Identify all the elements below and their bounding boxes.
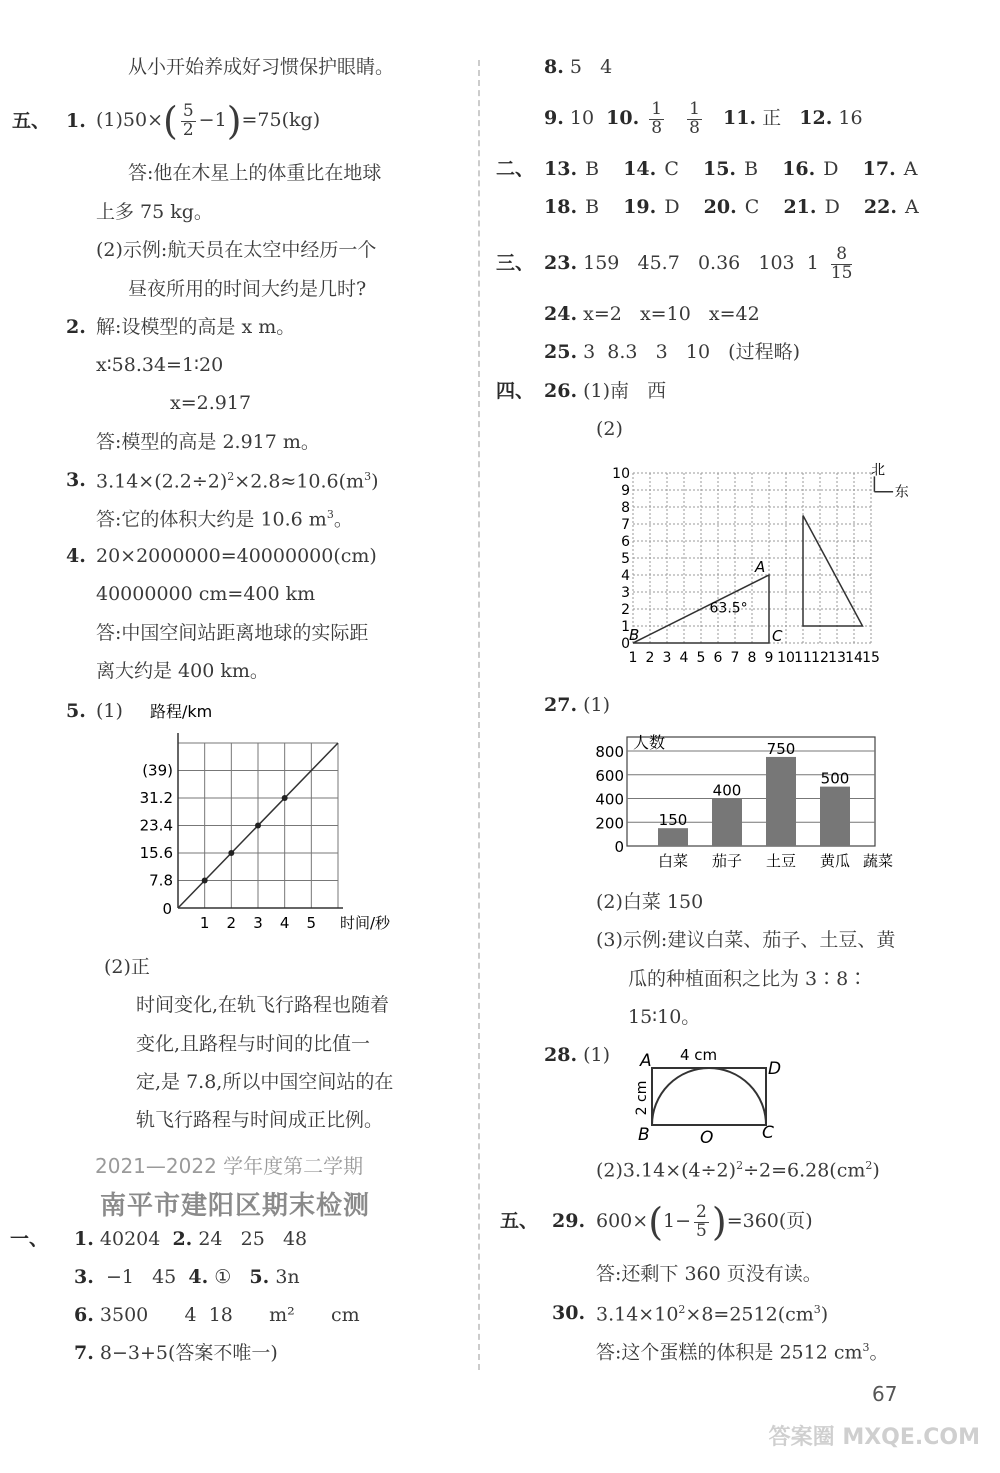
denominator: 8 bbox=[651, 117, 663, 138]
answer-row bbox=[544, 696, 610, 715]
eq-part: ×8=2512(cm bbox=[685, 1303, 814, 1326]
answer: cm bbox=[331, 1304, 360, 1326]
y-tick-label: 10 bbox=[612, 466, 630, 482]
y-tick-label: 800 bbox=[595, 743, 624, 761]
q-number: 10. bbox=[606, 107, 640, 129]
y-tick-label: (39) bbox=[142, 761, 173, 780]
label-c: C bbox=[762, 1123, 774, 1143]
answer: D bbox=[824, 196, 840, 218]
superscript: 2 bbox=[678, 1303, 686, 1316]
text-line: x∶58.34=1∶20 bbox=[96, 354, 224, 376]
answer: 8.3 bbox=[607, 341, 638, 363]
equation: 600×(1− $\frac{2}{5}$ )=360(页) bbox=[596, 1200, 813, 1244]
y-tick-label: 23.4 bbox=[139, 816, 173, 835]
eq-result: =360(页) bbox=[726, 1210, 813, 1232]
x-tick-label: 5 bbox=[696, 650, 706, 666]
x-tick-label: 13 bbox=[828, 650, 846, 666]
bar-value-label: 400 bbox=[712, 781, 742, 800]
answer: 1 bbox=[806, 252, 819, 274]
label-height: 2 cm bbox=[634, 1080, 650, 1116]
text-line: 解:设模型的高是 x m。 bbox=[96, 316, 296, 338]
text-line: 变化,且路程与时间的比值一 bbox=[136, 1033, 371, 1055]
q-number: 6. bbox=[74, 1304, 94, 1326]
superscript: 3 bbox=[813, 1303, 821, 1316]
semicircle-arc bbox=[652, 1068, 766, 1125]
eq-part: 答:这个蛋糕的体积是 2512 cm bbox=[596, 1341, 863, 1364]
answer-row bbox=[544, 382, 666, 401]
superscript: 2 bbox=[736, 1159, 744, 1172]
equation: (1)50×( $\frac{5}{2}$ −1)=75(kg) bbox=[96, 99, 321, 143]
text-line bbox=[596, 1304, 828, 1324]
text-line: 15∶10。 bbox=[628, 1006, 701, 1028]
answer: (1) bbox=[583, 694, 611, 716]
answer: 3 bbox=[655, 341, 668, 363]
q-number: 26. bbox=[544, 380, 578, 402]
y-tick-label: 8 bbox=[621, 500, 630, 516]
rectangle bbox=[652, 1068, 766, 1125]
answer: B bbox=[585, 158, 600, 180]
answer: 10 bbox=[569, 107, 595, 129]
answer-row bbox=[74, 1306, 360, 1325]
x-tick-label: 2 bbox=[226, 914, 237, 932]
text-line bbox=[596, 1160, 880, 1180]
x-tick-label: 3 bbox=[253, 914, 263, 932]
bar-value-label: 500 bbox=[820, 769, 850, 788]
y-tick-label: 7 bbox=[621, 517, 630, 533]
y-tick-label: 200 bbox=[595, 814, 624, 833]
q-number: 17. bbox=[862, 158, 896, 180]
section-2-label: 二、 bbox=[496, 158, 535, 180]
q-number: 7. bbox=[74, 1342, 94, 1364]
eq-part: (2)3.14×(4÷2) bbox=[596, 1159, 737, 1182]
y-tick-label: 7.8 bbox=[149, 871, 173, 890]
text-line bbox=[96, 509, 353, 529]
answer: 18 bbox=[208, 1304, 233, 1326]
answer: 40204 bbox=[99, 1228, 161, 1250]
x-axis-label: 蔬菜 bbox=[863, 852, 894, 870]
bar bbox=[820, 787, 850, 846]
q-number: 14. bbox=[623, 158, 657, 180]
eq-part: 。 bbox=[869, 1341, 889, 1364]
eq-part: ) bbox=[371, 470, 379, 493]
eq-part: 答:它的体积大约是 10.6 m bbox=[96, 508, 327, 531]
text-line: (2)正 bbox=[104, 956, 150, 978]
answer: C bbox=[744, 196, 760, 218]
q-number: 5. bbox=[66, 700, 86, 722]
x-tick-label: 4 bbox=[279, 914, 290, 932]
y-tick-label: 3 bbox=[621, 585, 630, 601]
q-number: 24. bbox=[544, 303, 578, 325]
y-tick-label: 31.2 bbox=[139, 789, 173, 807]
answer: 16 bbox=[838, 107, 863, 129]
x-tick-label: 茄子 bbox=[711, 852, 743, 870]
y-axis-label: 人数 bbox=[633, 733, 666, 752]
x-tick-label: 土豆 bbox=[765, 852, 797, 870]
denominator: 5 bbox=[696, 1220, 707, 1241]
text-line: 答:还剩下 360 页没有读。 bbox=[596, 1263, 822, 1285]
label-d: D bbox=[768, 1059, 782, 1079]
q-number: 19. bbox=[623, 196, 657, 218]
eq-part: (1)50× bbox=[96, 109, 164, 131]
vegetable-bar-chart bbox=[585, 728, 910, 878]
label-a: A bbox=[640, 1051, 652, 1071]
eq-part: 1− bbox=[663, 1210, 692, 1232]
angle-label: 63.5° bbox=[709, 600, 748, 617]
text-line: 答:中国空间站距离地球的实际距 bbox=[96, 622, 369, 644]
answer: A bbox=[903, 158, 918, 180]
text-line: 答:他在木星上的体重比在地球 bbox=[128, 162, 382, 184]
section-1-label: 一、 bbox=[10, 1228, 49, 1250]
answer: 24 bbox=[198, 1228, 223, 1250]
bar bbox=[712, 799, 742, 847]
eq-result: =75(kg) bbox=[241, 109, 321, 131]
watermark: 答案圈 MXQE.COM bbox=[768, 1425, 980, 1450]
text-line bbox=[96, 471, 379, 491]
x-tick-label: 11 bbox=[794, 650, 812, 666]
point-label-c: C bbox=[772, 627, 783, 645]
denominator: 8 bbox=[689, 117, 700, 138]
q-number: 11. bbox=[723, 107, 757, 129]
q-number: 9. bbox=[544, 107, 564, 129]
section-5-label: 五、 bbox=[500, 1210, 539, 1232]
answer: 48 bbox=[282, 1228, 308, 1250]
q-number: 5. bbox=[249, 1266, 270, 1288]
x-tick-label: 8 bbox=[747, 650, 757, 666]
point-label-b: B bbox=[629, 626, 640, 644]
eq-part: 600× bbox=[596, 1210, 649, 1232]
y-tick-label: 0 bbox=[614, 838, 624, 856]
x-tick-label: 6 bbox=[713, 650, 723, 666]
answer: 25 bbox=[240, 1228, 265, 1250]
exam-year: 2021—2022 学年度第二学期 bbox=[95, 1154, 364, 1178]
text-line: 上多 75 kg。 bbox=[96, 201, 213, 223]
superscript: 2 bbox=[227, 470, 235, 483]
answer: 45.7 bbox=[637, 252, 680, 274]
text-line: 答:模型的高是 2.917 m。 bbox=[96, 431, 320, 453]
answer-row bbox=[74, 1344, 278, 1363]
y-tick-label: 5 bbox=[621, 551, 630, 567]
answer-row bbox=[544, 343, 800, 362]
x-tick-label: 10 bbox=[777, 650, 795, 666]
label-o: O bbox=[700, 1128, 714, 1148]
grid-map bbox=[585, 455, 930, 670]
q-number: 18. bbox=[544, 196, 578, 218]
q-number: 28. bbox=[544, 1044, 578, 1066]
numerator: 5 bbox=[182, 100, 194, 121]
distance-time-chart bbox=[120, 700, 440, 940]
answer: D bbox=[664, 196, 680, 218]
x-tick-label: 15 bbox=[862, 650, 880, 666]
q-number: 21. bbox=[783, 196, 817, 218]
answer: −1 bbox=[105, 1266, 134, 1288]
answer: (1) bbox=[583, 1044, 611, 1066]
text-line: (2)白菜 150 bbox=[596, 891, 704, 913]
q-number: 12. bbox=[799, 107, 833, 129]
data-point bbox=[282, 795, 288, 801]
y-tick-label: 15.6 bbox=[139, 844, 173, 862]
text-line: 昼夜所用的时间大约是几时? bbox=[128, 278, 367, 300]
fraction bbox=[649, 98, 664, 138]
y-axis-label: 路程/km bbox=[150, 702, 213, 721]
q-number: 16. bbox=[782, 158, 816, 180]
q-number: 23. bbox=[544, 252, 578, 274]
y-tick-label: 4 bbox=[621, 568, 630, 584]
text-line: 轨飞行路程与时间成正比例。 bbox=[136, 1109, 384, 1131]
answer: B bbox=[585, 196, 600, 218]
answer-row bbox=[544, 58, 612, 77]
answer-row bbox=[544, 305, 760, 324]
x-tick-label: 白菜 bbox=[657, 852, 689, 870]
x-tick-label: 5 bbox=[306, 914, 317, 932]
q-number: 3. bbox=[74, 1266, 94, 1288]
eq-part: ×2.8≈10.6(m bbox=[234, 470, 365, 493]
numerator: 2 bbox=[696, 1201, 707, 1222]
denominator: 2 bbox=[182, 119, 194, 140]
text-line: (2)示例:航天员在太空中经历一个 bbox=[96, 239, 377, 261]
superscript: 2 bbox=[865, 1159, 873, 1172]
q-number: 1. bbox=[74, 1228, 94, 1250]
y-tick-label: 0 bbox=[621, 636, 630, 652]
x-tick-label: 黄瓜 bbox=[819, 852, 851, 870]
bar-value-label: 150 bbox=[658, 811, 688, 830]
eq-part: 3.14×(2.2÷2) bbox=[96, 470, 228, 493]
y-tick-label: 6 bbox=[621, 534, 630, 550]
answer: m² bbox=[269, 1304, 295, 1326]
answer: 西 bbox=[647, 380, 667, 402]
x-tick-label: 12 bbox=[811, 650, 829, 666]
text-line: (2) bbox=[596, 418, 623, 440]
section-3-label: 三、 bbox=[496, 252, 535, 274]
bar-value-label: 750 bbox=[766, 739, 796, 758]
answer: 10 bbox=[685, 341, 711, 363]
eq-part: 3.14×10 bbox=[596, 1303, 679, 1326]
answer: A bbox=[905, 196, 919, 218]
text-line: 20×2000000=40000000(cm) bbox=[96, 545, 377, 567]
section-5-label: 五、 bbox=[12, 110, 51, 132]
q-number: 13. bbox=[544, 158, 578, 180]
data-point bbox=[202, 878, 208, 884]
x-tick-label: 7 bbox=[730, 650, 740, 666]
text-line: 离大约是 400 km。 bbox=[96, 660, 269, 682]
q-number: 30. bbox=[552, 1302, 586, 1324]
answer: 159 bbox=[583, 252, 620, 274]
compass-north-label: 北 bbox=[871, 462, 885, 479]
point-label-a: A bbox=[755, 558, 766, 576]
semicircle-diagram bbox=[628, 1040, 798, 1150]
eq-part: −1 bbox=[198, 109, 227, 131]
text-line: 从小开始养成好习惯保护眼睛。 bbox=[128, 56, 395, 78]
text-line: 时间变化,在轨飞行路程也随着 bbox=[136, 994, 390, 1016]
superscript: 3 bbox=[862, 1341, 870, 1354]
superscript: 3 bbox=[326, 508, 334, 521]
answer: 3500 bbox=[99, 1304, 149, 1326]
q-number: 2. bbox=[66, 316, 86, 338]
text-line: x=2.917 bbox=[170, 392, 252, 414]
answer: D bbox=[823, 158, 839, 180]
x-tick-label: 1 bbox=[628, 650, 638, 666]
q-number: 27. bbox=[544, 694, 578, 716]
text-line: 定,是 7.8,所以中国空间站的在 bbox=[136, 1071, 394, 1093]
answer: 4 bbox=[600, 56, 613, 78]
answer: x=10 bbox=[639, 303, 691, 325]
answer: 3 bbox=[583, 341, 596, 363]
x-tick-label: 3 bbox=[662, 650, 672, 666]
q-number: 2. bbox=[172, 1228, 193, 1250]
answer: 0.36 bbox=[697, 252, 741, 274]
q-number: 1. bbox=[66, 110, 86, 132]
q-number: 4. bbox=[66, 545, 86, 567]
answer: 3n bbox=[275, 1266, 300, 1288]
answer: x=42 bbox=[708, 303, 760, 325]
fraction bbox=[687, 98, 702, 138]
column-divider bbox=[478, 60, 480, 1370]
answer: ① bbox=[214, 1266, 232, 1288]
answer-row bbox=[74, 1268, 300, 1287]
text-line: 瓜的种植面积之比为 3∶8∶ bbox=[628, 968, 868, 990]
answer: 8−3+5(答案不唯一) bbox=[99, 1342, 278, 1364]
answer-row bbox=[544, 236, 855, 290]
data-point bbox=[228, 850, 234, 856]
eq-part: ) bbox=[820, 1303, 829, 1326]
q-number: 29. bbox=[552, 1210, 586, 1232]
eq-part: 。 bbox=[333, 508, 353, 531]
eq-part: ÷2=6.28(cm bbox=[743, 1159, 866, 1182]
x-tick-label: 1 bbox=[199, 914, 210, 932]
bar bbox=[766, 757, 796, 846]
superscript: 3 bbox=[364, 470, 372, 483]
fraction bbox=[694, 1201, 709, 1241]
page-number: 67 bbox=[872, 1382, 898, 1406]
q-number: 15. bbox=[702, 158, 737, 180]
q-number: 3. bbox=[66, 469, 86, 491]
q-number: 25. bbox=[544, 341, 578, 363]
answer: 5 bbox=[569, 56, 582, 78]
text-line: (1) bbox=[96, 700, 123, 722]
answer-row bbox=[544, 160, 918, 179]
y-tick-label: 1 bbox=[621, 619, 630, 635]
y-tick-label: 600 bbox=[595, 766, 624, 785]
numerator: 8 bbox=[831, 246, 853, 265]
data-point bbox=[255, 823, 261, 829]
text-line: (3)示例:建议白菜、茄子、土豆、黄 bbox=[596, 929, 896, 951]
answer: 45 bbox=[152, 1266, 177, 1288]
answer-row bbox=[544, 198, 919, 217]
eq-part: ) bbox=[872, 1159, 880, 1182]
label-b: B bbox=[638, 1125, 650, 1145]
answer: 正 bbox=[762, 107, 782, 129]
answer: 4 bbox=[184, 1304, 197, 1326]
origin-label: 0 bbox=[162, 900, 172, 918]
numerator: 1 bbox=[651, 98, 663, 119]
exam-title: 南平市建阳区期末检测 bbox=[100, 1191, 371, 1221]
section-4-label: 四、 bbox=[496, 380, 535, 402]
x-tick-label: 2 bbox=[645, 650, 655, 666]
q-number: 8. bbox=[544, 56, 564, 78]
fraction bbox=[181, 100, 196, 140]
y-tick-label: 400 bbox=[595, 790, 624, 809]
q-number: 22. bbox=[863, 196, 897, 218]
text-line bbox=[596, 1342, 889, 1362]
answer: B bbox=[744, 158, 759, 180]
y-tick-label: 9 bbox=[621, 483, 630, 499]
answer: C bbox=[664, 158, 679, 180]
bar bbox=[658, 828, 688, 846]
q-number: 20. bbox=[703, 196, 737, 218]
q-number: 4. bbox=[188, 1266, 209, 1288]
fraction bbox=[830, 243, 853, 283]
answer: 103 bbox=[758, 252, 795, 274]
answer-row bbox=[74, 1230, 307, 1249]
compass-east-label: 东 bbox=[894, 484, 909, 501]
answer-row bbox=[544, 1046, 610, 1065]
label-width: 4 cm bbox=[680, 1046, 718, 1064]
text-line: 40000000 cm=400 km bbox=[96, 583, 316, 605]
x-tick-label: 9 bbox=[764, 650, 774, 666]
answer-row bbox=[544, 96, 863, 140]
x-tick-label: 14 bbox=[845, 650, 863, 666]
answer: x=2 bbox=[583, 303, 622, 325]
denominator: 15 bbox=[830, 262, 853, 283]
answer: (1)南 bbox=[583, 380, 630, 402]
y-tick-label: 2 bbox=[621, 602, 630, 618]
numerator: 1 bbox=[689, 98, 700, 119]
answer: (过程略) bbox=[728, 341, 800, 363]
x-axis-label: 时间/秒 bbox=[340, 914, 391, 932]
x-tick-label: 4 bbox=[679, 650, 689, 666]
